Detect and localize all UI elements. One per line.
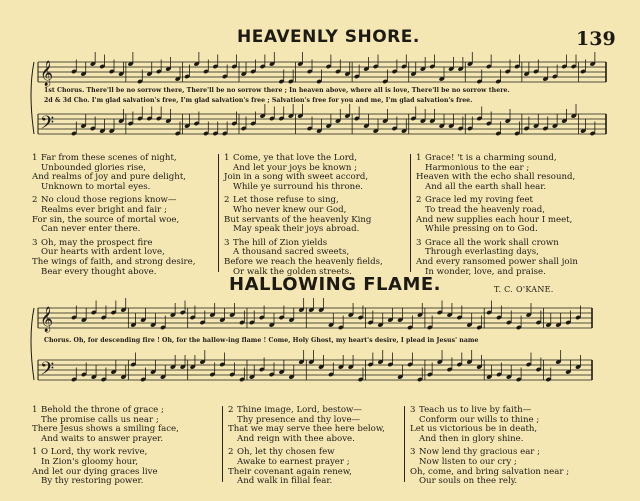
chorus-lyrics: Chorus. Oh, for descending fire ! Oh, for the hallow-ing flame ! Come, Holy Ghost, my heart's desire, I plead in Jesus' name — [44, 337, 479, 344]
page-number: 139 — [576, 28, 616, 50]
song-title: HEAVENLY SHORE. — [237, 27, 420, 47]
stanza: 2 Let those refuse to sing, Who never knew our God, But servants of the heavenly King May speak their joys abroad. — [224, 195, 372, 235]
stanza: 3 Now lend thy gracious ear ; Now listen to our cry ; Oh, come, and bring salvation near ; Our souls on thee rely. — [410, 447, 570, 487]
column-divider — [410, 154, 411, 272]
stanza: 3 Grace all the work shall crown Through everlasting days, And every ransomed power shall join In wonder, love, and praise. — [416, 237, 578, 277]
stanza: 2 Oh, let thy chosen few Awake to earnest prayer ; Their covenant again renew, And walk in filial fear. — [228, 447, 352, 487]
verse-column — [416, 154, 578, 281]
verse-column — [224, 154, 383, 281]
chorus-lyrics: 1st Chorus. There'll be no sorrow there, There'll be no sorrow there ; In heaven above, where all is love, There'll be no sorrow there. — [44, 87, 510, 94]
verse-column — [228, 406, 385, 491]
bass-clef: 𝄢 — [40, 359, 55, 384]
system-brace — [31, 308, 34, 380]
verse-column — [32, 406, 179, 491]
chorus-lyrics: 2d & 3d Cho. I'm glad salvation's free, I'm glad salvation's free ; Salvation's free for you and me, I'm glad salvation's free. — [44, 97, 473, 104]
stanza: 3 Teach us to live by faith— Conform our wills to thine ; Let us victorious be in death, And then in glory shine. — [410, 405, 540, 444]
stanza: 3 Oh, may the prospect fire Our hearts with ardent love, The wings of faith, and strong desire, Bear every thought above. — [32, 237, 196, 277]
column-divider — [404, 406, 405, 482]
stanza: 2 Grace led my roving feet To tread the heavenly road, And new supplies each hour I meet, While pressing on to God. — [416, 195, 573, 235]
treble-clef: 𝄞 — [40, 61, 54, 86]
stanza: 3 The hill of Zion yields A thousand sacred sweets, Before we reach the heavenly fields, Or walk the golden streets. — [224, 237, 383, 277]
stanza: 1 Grace! 't is a charming sound, Harmonious to the ear ; Heaven with the echo shall resound, And all the earth shall hear. — [416, 153, 576, 192]
verse-column — [32, 154, 195, 281]
composer-credit: T. C. O'KANE. — [494, 285, 554, 294]
column-divider — [222, 406, 223, 482]
stanza: 2 No cloud those regions know— Realms ever bright and fair ; For sin, the source of mortal woe, Can never enter there. — [32, 195, 180, 235]
song-title: HALLOWING FLAME. — [229, 274, 441, 295]
bass-clef: 𝄢 — [40, 113, 55, 138]
system-brace — [31, 62, 34, 134]
verse-column — [410, 406, 569, 491]
column-divider — [218, 154, 219, 272]
treble-clef: 𝄞 — [40, 307, 54, 332]
stanza: 1 O Lord, thy work revive, In Zion's gloomy hour, And let our dying graces live By thy restoring power. — [32, 447, 158, 487]
stanza: 1 Far from these scenes of night, Unbounded glories rise, And realms of joy and pure delight, Unknown to mortal eyes. — [32, 153, 186, 192]
stanza: 1 Behold the throne of grace ; The promise calls us near ; There Jesus shows a smiling face, And waits to answer prayer. — [32, 405, 179, 444]
stanza: 2 Thine image, Lord, bestow— Thy presence and thy love— That we may serve thee here below, And reign with thee above. — [228, 405, 385, 444]
stanza: 1 Come, ye that love the Lord, And let your joys be known ; Join in a song with sweet accord, While ye surround his throne. — [224, 153, 369, 192]
